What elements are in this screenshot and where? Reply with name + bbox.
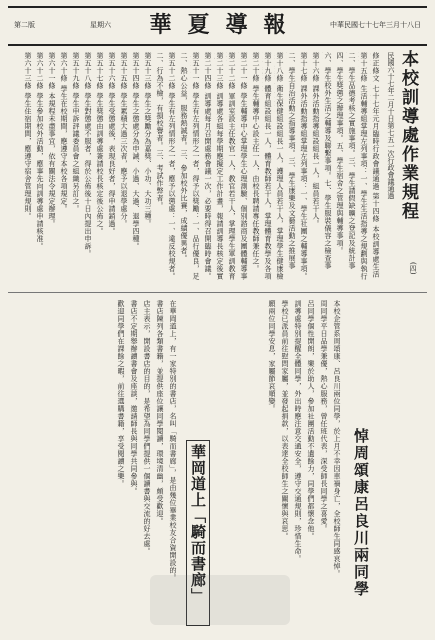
text-column: 第五十八條 學生對懲處不服者，得於公佈後十日內提出申訴。 [84, 52, 92, 258]
text-column: 第十六條 課外活動指導組設組長一人，組員若干人。 [312, 52, 320, 228]
text-column: 二、學生品德考核之實施事項。三、學生請假缺曠之登記及統計事 [348, 52, 356, 270]
text-column: 第五十五條 學生累積大過三次者，應予以退學處分。 [120, 52, 128, 228]
text-column: 店主表示，開設書店的目的，是希望為同學們提供一個讀書與交流的好去處。 [143, 300, 151, 555]
text-column: 二、行為不檢，有損校譽者。三、考試作弊者。 [156, 52, 164, 210]
weekday-label: 星期六 [90, 21, 111, 29]
text-column: 第六十一條 本規程未盡事宜，依有關法令規定辦理。 [48, 52, 56, 228]
newspaper-title: 華夏導報 [149, 12, 302, 38]
bookstore-headline: 華岡道上「騎而書廊」 [186, 440, 210, 626]
text-column: 書店陳列各類書籍，並提供座位讓同學閱讀，環境清幽，頗受歡迎。 [156, 300, 164, 525]
text-column: 第十五條 生活輔導組掌理左列事項：一、學生生活指導之規劃與執行 [360, 52, 368, 280]
text-column: 周同學平日品學兼優，熱心服務，曾任班代表，深受師長同學之喜愛。 [320, 300, 328, 533]
text-column: 第二十條 學生輔導中心設主任一人，由校長聘請專任教師兼任之。 [252, 52, 260, 273]
watermark-stamp [150, 575, 290, 625]
text-column: 第六十三條 學生住宿期間，應遵守宿舍管理規則。 [24, 52, 32, 220]
text-column: 第十八條 衛生保健組設組長一人，護理人員若干人，掌理學生健康檢 [276, 52, 284, 280]
text-column: 第二十一條 學生輔導中心掌理學生心理測驗、個別諮商及團體輔導事 [240, 52, 248, 280]
rules-title: 本校訓導處作業規程 [398, 50, 418, 221]
text-column: 第五十四條 學生之懲處分為申誡、小過、大過、退學四種。 [132, 52, 140, 250]
memorial-headline: 悼周頌康呂良川兩同學 [352, 428, 370, 598]
edition-label: 第二版 [14, 21, 35, 29]
text-column: 四、學生獎懲之辦理事項。五、學生宿舍之管理與輔導事項。 [336, 52, 344, 255]
text-column: 第五十七條 學生獎懲由訓導處簽請校長核定後公佈之。 [96, 52, 104, 235]
text-column: 歡迎同學們在課餘之暇，前往選購書籍，享受閱讀之樂。 [117, 300, 125, 488]
text-column: 第五十六條 學生受懲處後，表現良好者，得申請銷過。 [108, 52, 116, 235]
text-column: 書店不定期舉辦讀書會及座談，邀請師長與同學共同參與。 [130, 300, 138, 495]
text-column: 第二十二條 軍訓室設主任教官一人，教官若干人，掌理學生軍訓教育 [228, 52, 236, 280]
text-column: 訓導處特別提醒全體同學，外出時應注意交通安全，遵守交通規則，珍惜生命。 [294, 300, 302, 563]
text-column: 第五十一條 學生有左列情形之一者，得予以獎勵：一、品行優良，足 [192, 52, 200, 280]
text-column: 二、熱心公益，服務熱誠者。三、參加校外比賽，成績優異者。 [180, 52, 188, 262]
text-column: 修正條文 七十七年元月臨時行政會議通過 第十四條 本校訓導處生活 [372, 52, 380, 278]
text-column: 第五十三條 學生之獎勵分為嘉獎、小功、大功三種。 [144, 52, 152, 228]
text-column: 第二十四條 訓導處每月召開處務會議一次，必要時得召開臨時會議。 [204, 52, 212, 280]
text-column: 二、學生自治活動之指導事項。三、學生康樂及文藝活動之推展事 [288, 52, 296, 270]
rules-subtitle: 民國六十七年二月十日第七五一次行政會議通過 [387, 52, 395, 199]
text-column: 六、學生校外生活之輔導及聯繫事項。七、學生服裝儀容之檢查事 [324, 52, 332, 270]
issue-date: 中華民國七十七年三月十八日 [330, 21, 421, 29]
text-column: 第二十三條 訓導處各組每學期應擬定工作計畫，報請訓導長核定後實 [216, 52, 224, 280]
text-column: 第六十二條 學生參加校外活動，應事先向訓導處申請核准。 [36, 52, 44, 250]
text-column: 第六十條 學生在校期間，應遵守本校各項規定。 [60, 52, 68, 213]
text-column: 本校企管系周頌康、呂良川兩位同學，於上月不幸因車禍身亡，全校師生同感哀悼。 [333, 300, 341, 578]
text-column: 第五十二條 學生有左列情形之一者，應予以懲處：一、違反校規者。 [168, 52, 176, 280]
text-column: 第十九條 體育組設組長一人，體育教師若干人，掌理體育教學及各項 [264, 52, 272, 280]
masthead [8, 6, 427, 46]
text-column: 學校已派員前往慰問家屬，並發起捐款，以表達全校師生之關懷與哀思。 [281, 300, 289, 540]
text-column: 在華岡道上，有一家特別的書店，名叫「騎而書廊」，是由幾位畢業校友合資開設的。 [169, 300, 177, 582]
text-column: 呂同學個性開朗，樂於助人，參加社團活動不遺餘力，同學們都懷念他。 [307, 300, 315, 540]
rules-part: (四) [409, 262, 417, 275]
text-column: 願兩位同學安息，家屬節哀順變。 [268, 300, 276, 413]
text-column: 第五十九條 學生申訴評議委員會之組織另訂之。 [72, 52, 80, 213]
section-divider [8, 292, 427, 293]
text-column: 第十七條 課外活動指導組掌理左列事項：一、學生社團之輔導事項。 [300, 52, 308, 280]
